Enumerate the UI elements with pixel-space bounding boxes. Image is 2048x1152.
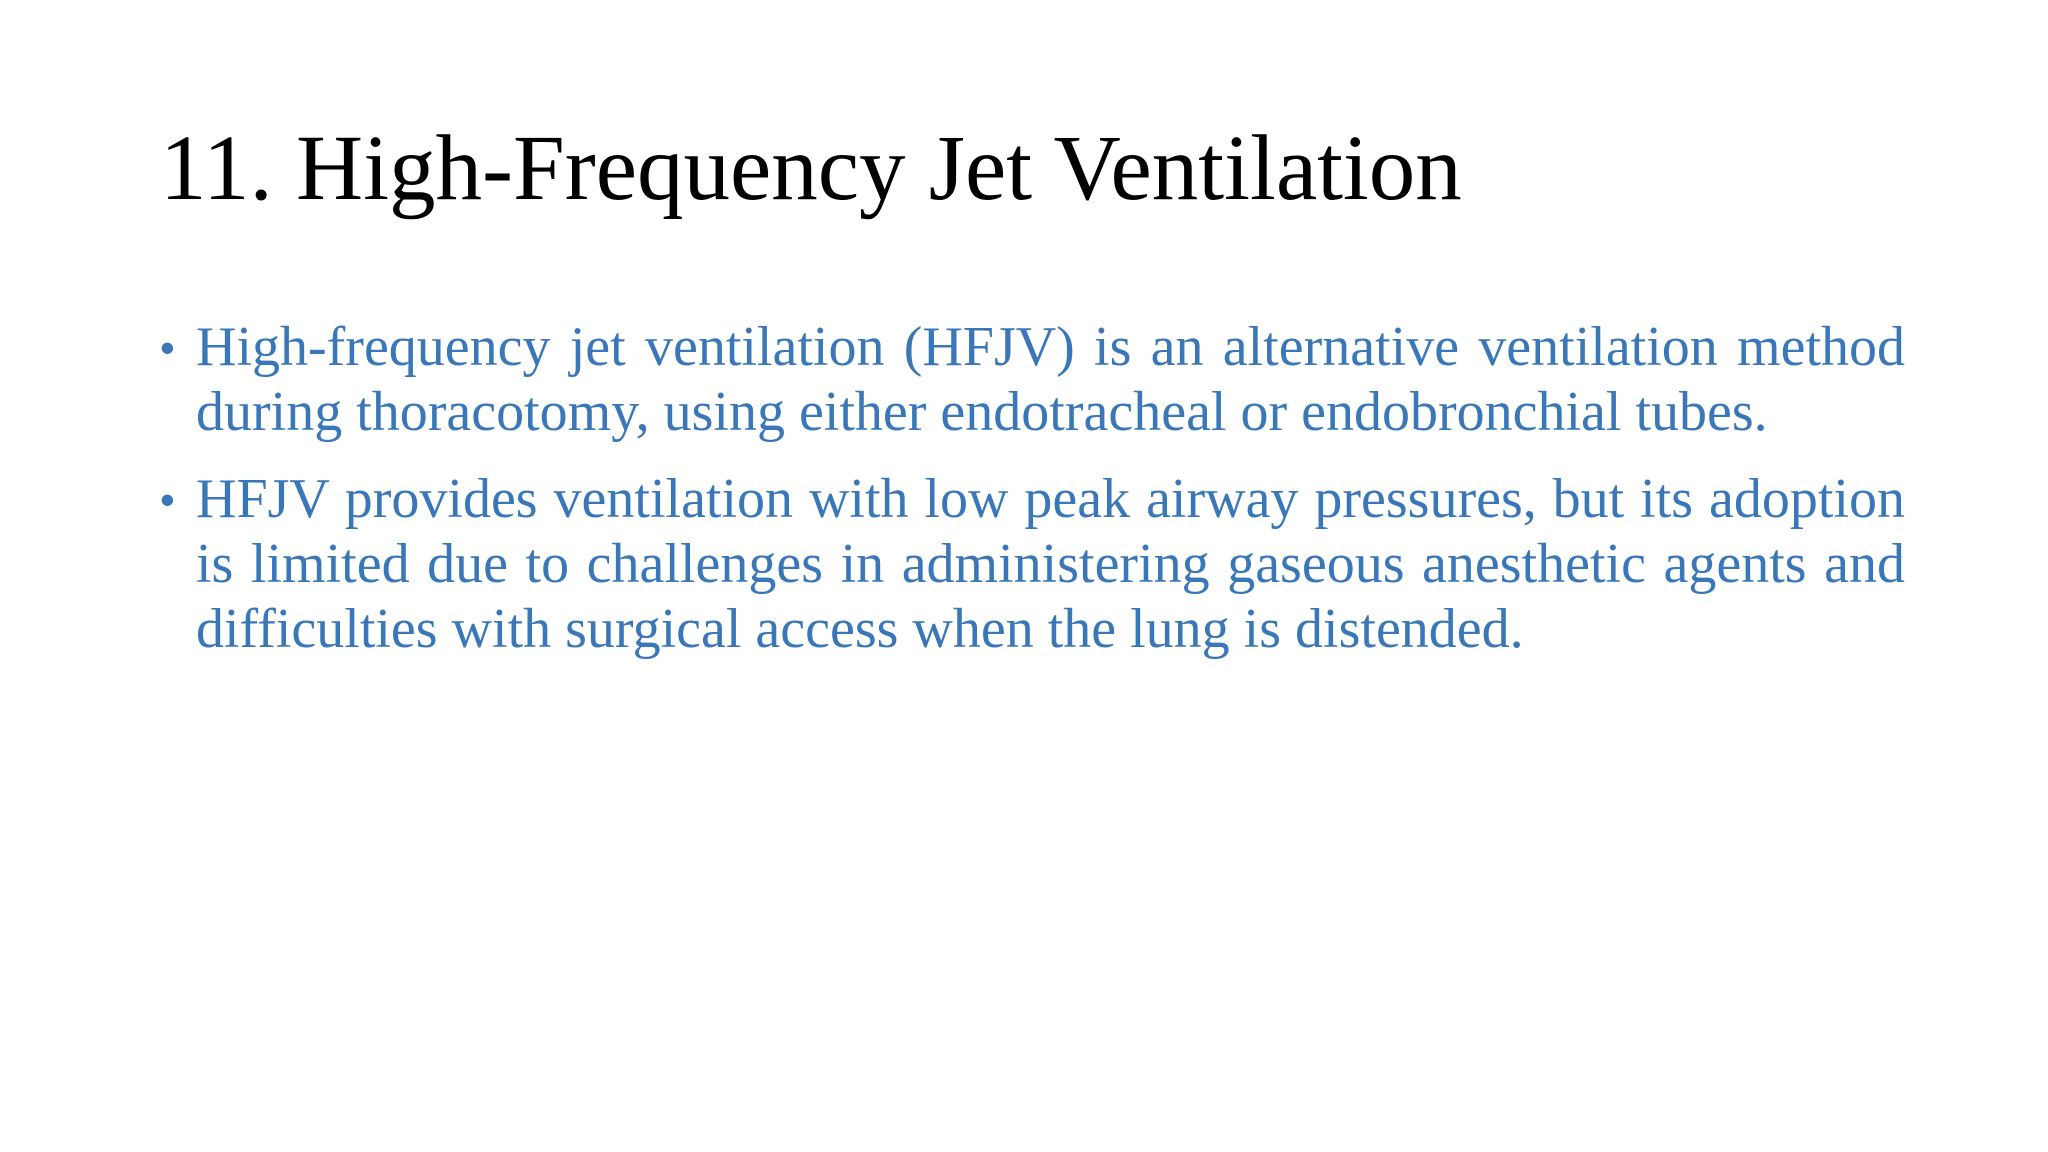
bullet-list [160,315,1905,684]
bullet-text: High-frequency jet ventilation (HFJV) is an alternative ventilation method during thoracotomy, using either endotracheal or endobronchial tubes. [196,316,1905,443]
bullet-item [160,467,1905,662]
slide-title: 11. High-Frequency Jet Ventilation [160,117,1462,220]
bullet-marker: • [160,324,175,371]
bullet-text: HFJV provides ventilation with low peak airway pressures, but its adoption is limited due to challenges in administering gaseous anesthetic agents and difficulties with surgical access when the lung is distended. [196,468,1905,660]
bullet-item [160,315,1905,445]
bullet-marker: • [160,476,175,523]
